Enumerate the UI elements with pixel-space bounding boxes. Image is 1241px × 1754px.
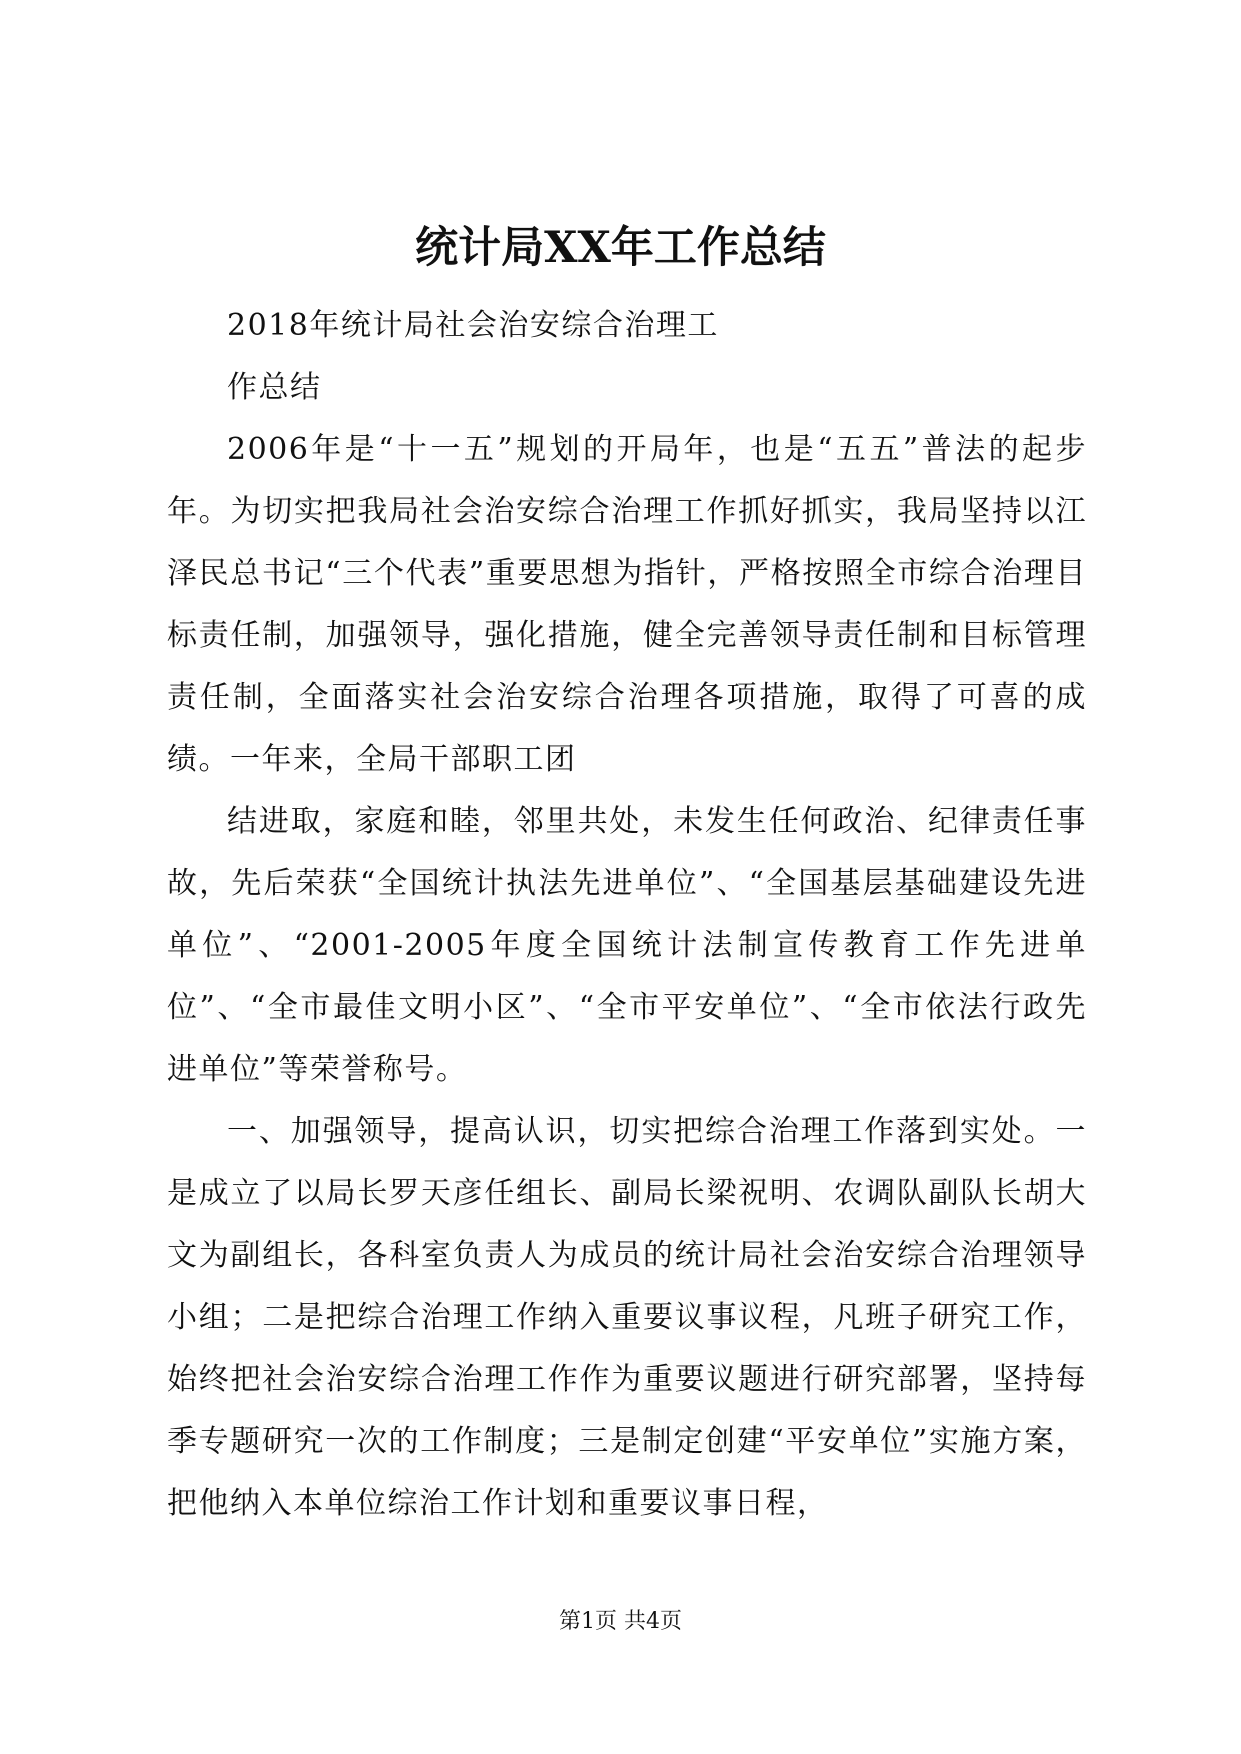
paragraph: 作总结: [227, 370, 322, 405]
paragraph: 2018年统计局社会治安综合治理工: [227, 308, 719, 343]
paragraph: 一、加强领导，提高认识，切实把综合治理工作落到实处。一是成立了以局长罗天彦任组长、副局长梁祝明、农调队副队长胡大文为副组长，各科室负责人为成员的统计局社会治安综合治理领导小组；二是把综合治理工作纳入重要议事议程，凡班子研究工作，始终把社会治安综合治理工作作为重要议题进行研究部署，坚持每季专题研究一次的工作制度；三是制定创建“平安单位”实施方案，把他纳入本单位综治工作计划和重要议事日程，: [167, 1114, 1087, 1521]
document-body: [167, 295, 1087, 1535]
page-footer: 第1页 共4页: [559, 1609, 682, 1634]
paragraph: 结进取，家庭和睦，邻里共处，未发生任何政治、纪律责任事故，先后荣获“全国统计执法先进单位”、“全国基层基础建设先进单位”、“2001-2005年度全国统计法制宣传教育工作先进单位”、“全市最佳文明小区”、“全市平安单位”、“全市依法行政先进单位”等荣誉称号。: [167, 804, 1087, 1087]
document-title: 统计局XX年工作总结: [415, 223, 826, 273]
paragraph: 2006年是“十一五”规划的开局年，也是“五五”普法的起步年。为切实把我局社会治安综合治理工作抓好抓实，我局坚持以江泽民总书记“三个代表”重要思想为指针，严格按照全市综合治理目标责任制，加强领导，强化措施，健全完善领导责任制和目标管理责任制，全面落实社会治安综合治理各项措施，取得了可喜的成绩。一年来，全局干部职工团: [167, 432, 1087, 777]
